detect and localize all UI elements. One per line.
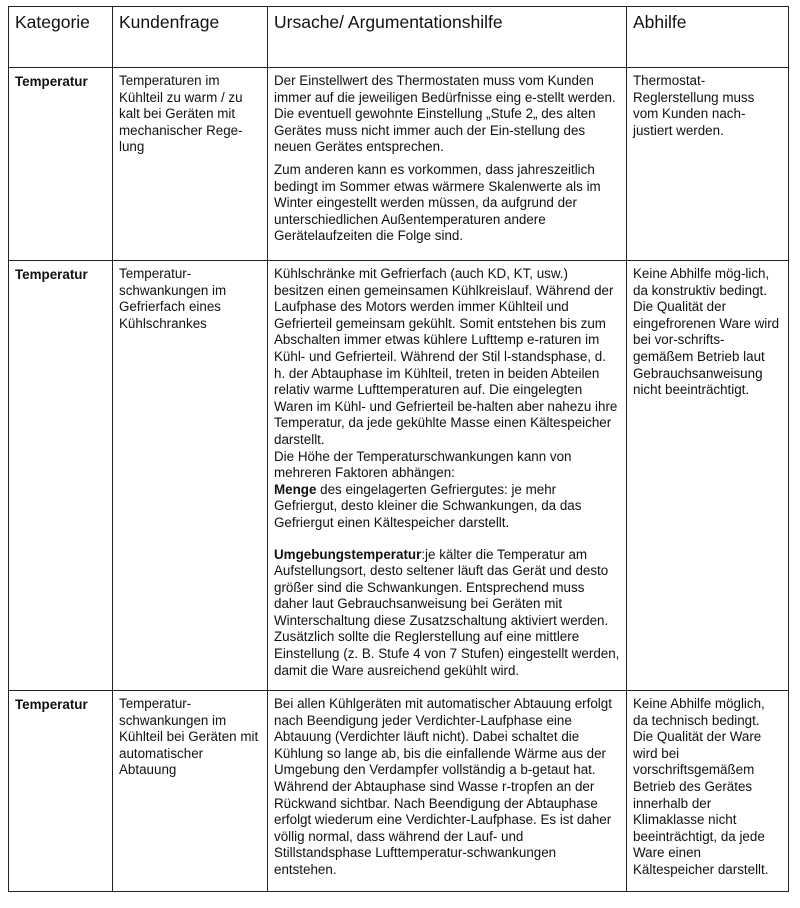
row-ursache: [268, 261, 627, 691]
header-abhilfe: Abhilfe: [627, 7, 789, 68]
ursache-paragraph: Zusätzlich sollte die Reglerstellung auf eine mittlere Einstellung (z. B. Stufe 4 von 7 Stufen) eingestellt werden, damit die Ware ausreichend gekühlt wird.: [274, 629, 620, 678]
row-abhilfe: Thermostat-Reglerstellung muss vom Kunden nach-justiert werden.: [627, 68, 789, 261]
row-abhilfe: Keine Abhilfe mög-lich, da konstruktiv bedingt. Die Qualität der eingefrorenen Ware wird bei vor-schrifts-gemäßem Betrieb laut Gebrauchsanweisung nicht beeinträchtigt.: [627, 261, 789, 691]
row-kategorie: Temperatur: [9, 261, 113, 691]
table-row: [9, 261, 789, 691]
header-ursache: Ursache/ Argumentationshilfe: [268, 7, 627, 68]
row-kundenfrage: Temperaturen im Kühlteil zu warm / zu kalt bei Geräten mit mechanischer Rege-lung: [113, 68, 268, 261]
header-kundenfrage: Kundenfrage: [113, 7, 268, 68]
row-kategorie: Temperatur: [9, 68, 113, 261]
menge-paragraph: [274, 482, 620, 532]
header-kategorie: Kategorie: [9, 7, 113, 68]
menge-label: Menge: [274, 481, 317, 497]
row-kategorie: Temperatur: [9, 691, 113, 892]
row-abhilfe: Keine Abhilfe möglich, da technisch bedingt. Die Qualität der Ware wird bei vorschriftsgemäßem Betrieb des Gerätes innerhalb der Klimaklasse nicht beeinträchtigt, da jede Ware einen Kältespeicher darstellt.: [627, 691, 789, 892]
faq-table: [8, 6, 789, 892]
ursache-paragraph: Der Einstellwert des Thermostaten muss vom Kunden immer auf die jeweiligen Bedürfnisse eing e-stellt werden. Die eventuell gewohnte Einstellung „Stufe 2„ des alten Gerätes muss nicht immer auch der Ein-stellung des neuen Gerätes entsprechen.: [274, 73, 616, 155]
row-kundenfrage: Temperatur-schwankungen im Kühlteil bei Geräten mit automatischer Abtauung: [113, 691, 268, 892]
menge-text: des eingelagerten Gefriergutes: je mehr Gefriergut, desto kleiner die Schwankungen, da das Gefriergut einen Kältespeicher darstellt.: [274, 481, 582, 530]
ursache-paragraph: Bei allen Kühlgeräten mit automatischer Abtauung erfolgt nach Beendigung jeder Verdichter-Laufphase eine Abtauung (Verdichter läuft nicht). Dabei schaltet die Kühlung so lange ab, bis die einfallende Wärme aus der Umgebung den Verdampfer vollständig a b-getaut hat. Während der Abtauphase sind Wasse r-tropfen an der Rückwand sichtbar. Nach Beendigung der Abtauphase erfolgt wiederum eine Verdichter-Laufphase. Es ist daher völlig normal, dass während der Lauf- und Stillstandsphase Lufttemperatur-schwankungen entstehen.: [274, 696, 612, 877]
ursache-paragraph: Die Höhe der Temperaturschwankungen kann von mehreren Faktoren abhängen:: [274, 448, 572, 481]
header-row: [9, 7, 789, 68]
row-kundenfrage: Temperatur-schwankungen im Gefrierfach eines Kühlschrankes: [113, 261, 268, 691]
table-row: [9, 691, 789, 892]
ursache-paragraph: Zum anderen kann es vorkommen, dass jahreszeitlich bedingt im Sommer etwas wärmere Skalenwerte als im Winter eingestellt werden müssen, da aufgrund der unterschiedlichen Außentemperaturen andere Gerätelaufzeiten die Folge sind.: [274, 161, 601, 244]
row-ursache: [268, 68, 627, 261]
row-ursache: [268, 691, 627, 892]
ursache-paragraph: Kühlschränke mit Gefrierfach (auch KD, KT, usw.) besitzen einen gemeinsamen Kühlkreislauf. Während der Laufphase des Motors werden immer Kühlteil und Gefrierteil gemeinsam gekühlt. Somit entstehen bis zum Abschalten immer etwas kühlere Lufttemp e-raturen im Kühl- und Gefrierteil. Während der Stil l-standsphase, d. h. der Abtauphase im Kühlteil, treten in beiden Abteilen relativ warme Lufttemperaturen auf. Die eingelegten Waren im Kühl- und Gefrierteil be-halten aber nahezu ihre Temperatur, da jede gekühlte Masse einen Kältespeicher darstellt.: [274, 266, 618, 447]
umgebung-label: Umgebungstemperatur: [274, 546, 422, 562]
umgebung-paragraph: [274, 547, 620, 630]
umgebung-text: :je kälter die Temperatur am Aufstellungsort, desto seltener läuft das Gerät und desto größer sind die Schwankungen. Entsprechend muss daher laut Gebrauchsanweisung bei Geräten mit Winterschaltung diese Zusatzschaltung aktiviert werden.: [274, 546, 609, 628]
table-row: [9, 68, 789, 261]
